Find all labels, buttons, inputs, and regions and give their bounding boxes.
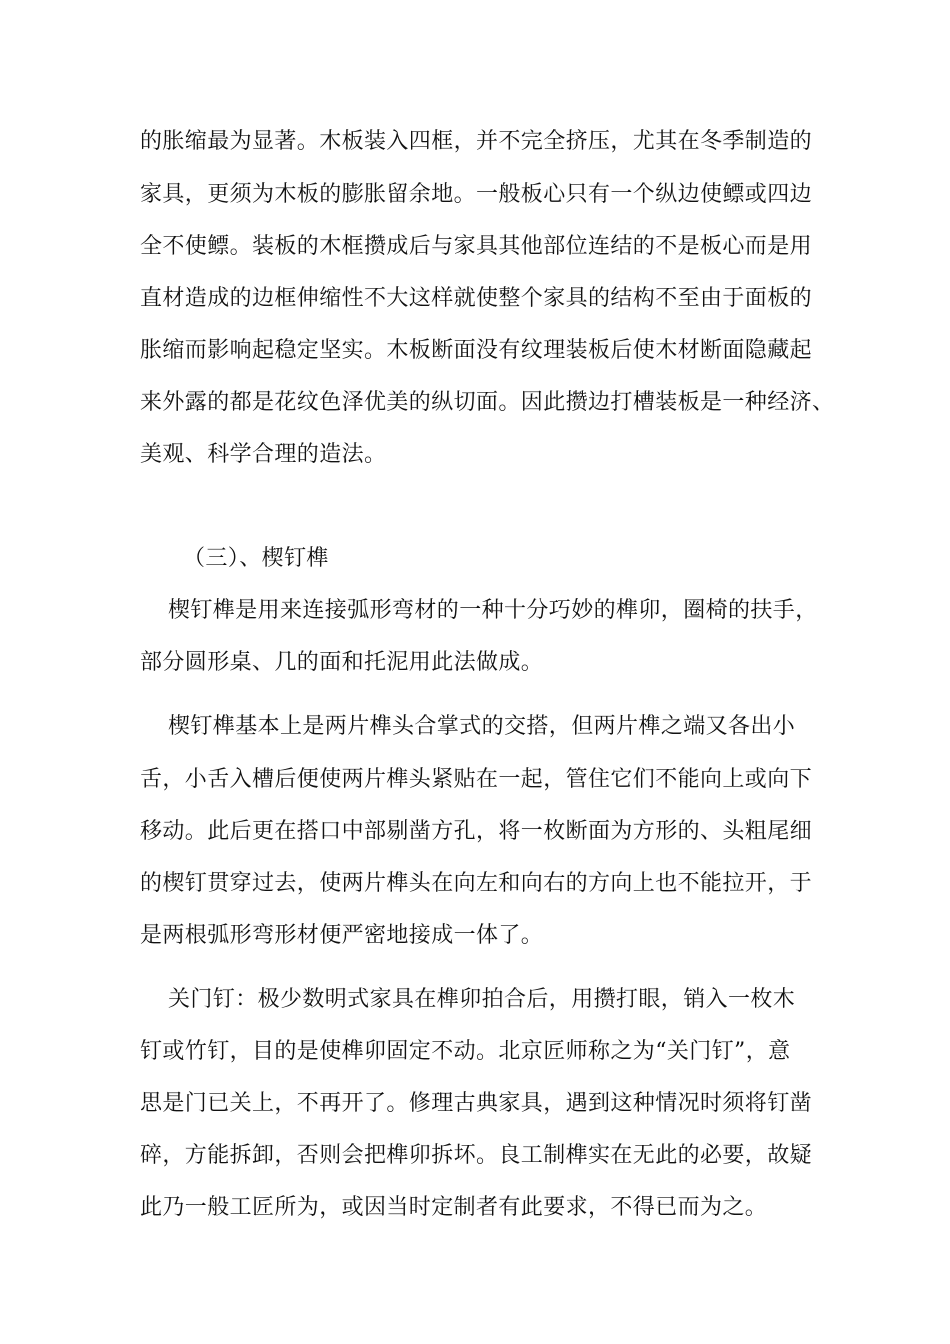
- paragraph-line: 碎，方能拆卸，否则会把榫卯拆坏。良工制榫实在无此的必要，故疑: [140, 1143, 813, 1168]
- paragraph-line: 移动。此后更在搭口中部剔凿方孔，将一枚断面为方形的、头粗尾细: [140, 819, 813, 844]
- paragraph-line: 的楔钉贯穿过去，使两片榫头在向左和向右的方向上也不能拉开，于: [140, 871, 813, 896]
- paragraph-line: 的胀缩最为显著。木板装入四框，并不完全挤压，尤其在冬季制造的: [140, 129, 813, 154]
- paragraph-line: 钉或竹钉，目的是使榫卯固定不动。北京匠师称之为“关门钉”，意: [140, 1039, 791, 1064]
- paragraph-line: 胀缩而影响起稳定坚实。木板断面没有纹理装板后使木材断面隐藏起: [140, 338, 813, 363]
- paragraph-line: 思是门已关上，不再开了。修理古典家具，遇到这种情况时须将钉凿: [140, 1091, 813, 1116]
- paragraph-line: 部分圆形桌、几的面和托泥用此法做成。: [140, 650, 544, 675]
- section-heading: （三）、楔钉榫: [183, 546, 329, 571]
- paragraph-line: 此乃一般工匠所为，或因当时定制者有此要求，不得已而为之。: [140, 1195, 768, 1220]
- paragraph-line: 全不使鳔。装板的木框攒成后与家具其他部位连结的不是板心而是用: [140, 234, 813, 259]
- paragraph-line: 美观、科学合理的造法。: [140, 442, 387, 467]
- paragraph-line: 直材造成的边框伸缩性不大这样就使整个家具的结构不至由于面板的: [140, 286, 813, 311]
- paragraph-line: 来外露的都是花纹色泽优美的纵切面。因此攒边打槽装板是一种经济、: [140, 390, 835, 415]
- paragraph-line: 楔钉榫是用来连接弧形弯材的一种十分巧妙的榫卯，圈椅的扶手，: [168, 598, 818, 623]
- paragraph-line: 关门钉：极少数明式家具在榫卯拍合后，用攒打眼，销入一枚木: [168, 987, 796, 1012]
- paragraph-line: 楔钉榫基本上是两片榫头合掌式的交搭，但两片榫之端又各出小: [168, 714, 796, 739]
- paragraph-line: 家具，更须为木板的膨胀留余地。一般板心只有一个纵边使鳔或四边: [140, 182, 813, 207]
- paragraph-line: 舌，小舌入槽后便使两片榫头紧贴在一起，管住它们不能向上或向下: [140, 767, 813, 792]
- paragraph-line: 是两根弧形弯形材便严密地接成一体了。: [140, 923, 544, 948]
